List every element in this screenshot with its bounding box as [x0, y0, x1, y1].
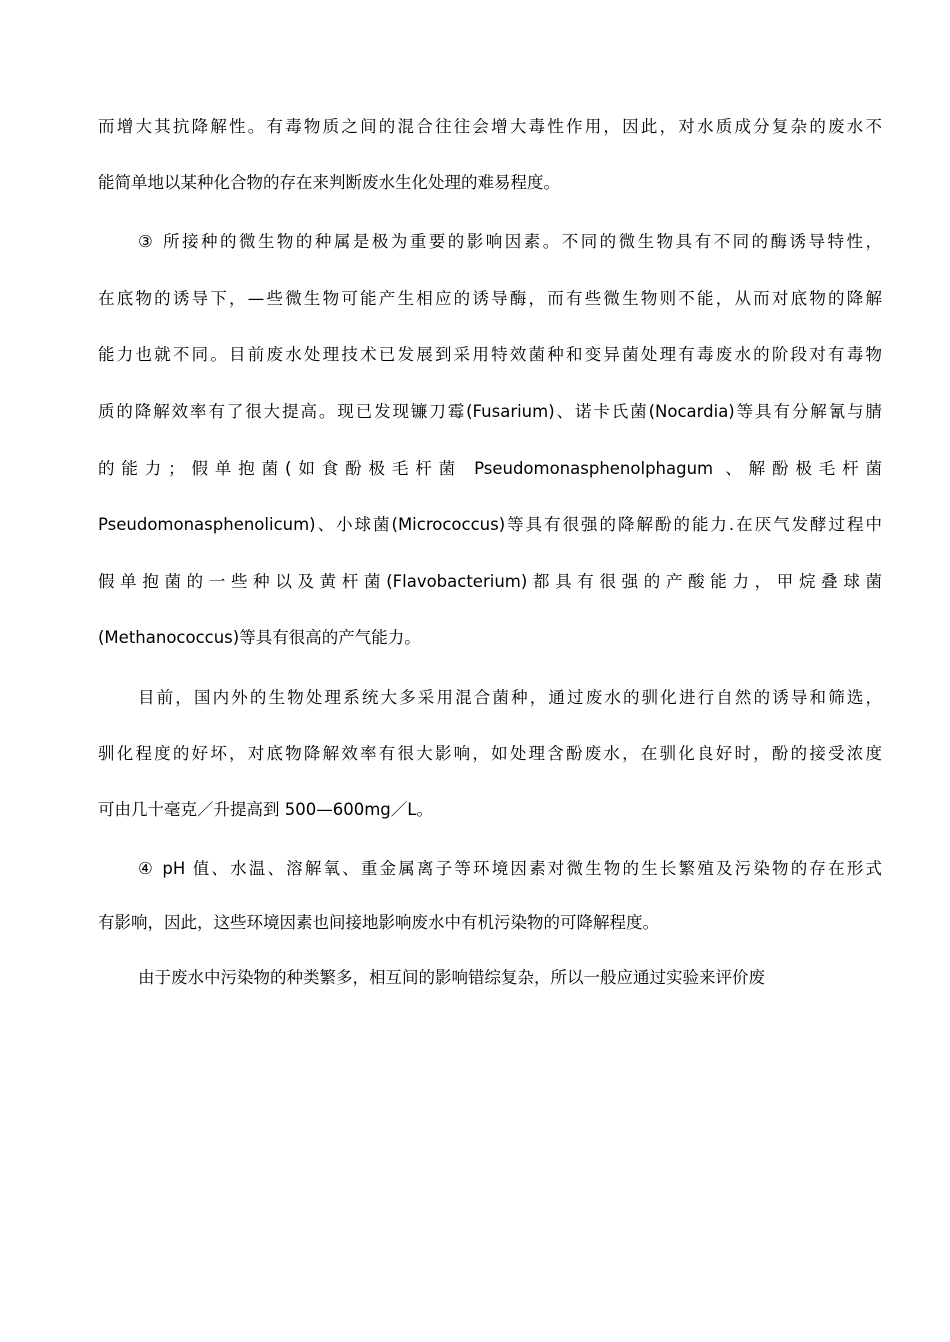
text-line: ④ pH 值、水温、溶解氧、重金属离子等环境因素对微生物的生长繁殖及污染物的存在形式: [138, 859, 882, 878]
text-line: 目前，国内外的生物处理系统大多采用混合菌种，通过废水的驯化进行自然的诱导和筛选，: [138, 688, 882, 707]
text-line: 质的降解效率有了很大提高。现已发现镰刀霉(Fusarium)、诺卡氏菌(Nocardia)等具有分解氰与腈: [98, 402, 882, 421]
text-line: 可由几十毫克／升提高到 500—600mg／L。: [98, 800, 433, 819]
text-line: 有影响，因此，这些环境因素也间接地影响废水中有机污染物的可降解程度。: [98, 913, 659, 932]
text-line: 能力也就不同。目前废水处理技术已发展到采用特效菌种和变异菌处理有毒废水的阶段对有毒物: [98, 345, 882, 364]
text-line: 在底物的诱导下，—些微生物可能产生相应的诱导酶，而有些微生物则不能，从而对底物的降解: [98, 289, 882, 308]
text-line: 由于废水中污染物的种类繁多，相互间的影响错综复杂，所以一般应通过实验来评价废: [138, 968, 765, 987]
text-line: (Methanococcus)等具有很高的产气能力。: [98, 628, 421, 647]
text-line: ③ 所接种的微生物的种属是极为重要的影响因素。不同的微生物具有不同的酶诱导特性，: [138, 232, 882, 251]
text-line: 能简单地以某种化合物的存在来判断废水生化处理的难易程度。: [98, 173, 560, 192]
text-line: 驯化程度的好坏，对底物降解效率有很大影响，如处理含酚废水，在驯化良好时，酚的接受浓度: [98, 744, 882, 763]
text-line: Pseudomonasphenolicum)、小球菌(Micrococcus)等具有很强的降解酚的能力.在厌气发酵过程中: [98, 515, 882, 534]
text-line: 而增大其抗降解性。有毒物质之间的混合往往会增大毒性作用，因此，对水质成分复杂的废水不: [98, 117, 882, 136]
text-line: 假单抱菌的一些种以及黄杆菌(Flavobacterium)都具有很强的产酸能力，甲烷叠球菌: [98, 572, 882, 591]
text-line: 的能力；假单抱菌(如食酚极毛杆菌 Pseudomonasphenolphagum 、解酚极毛杆菌: [98, 459, 882, 478]
